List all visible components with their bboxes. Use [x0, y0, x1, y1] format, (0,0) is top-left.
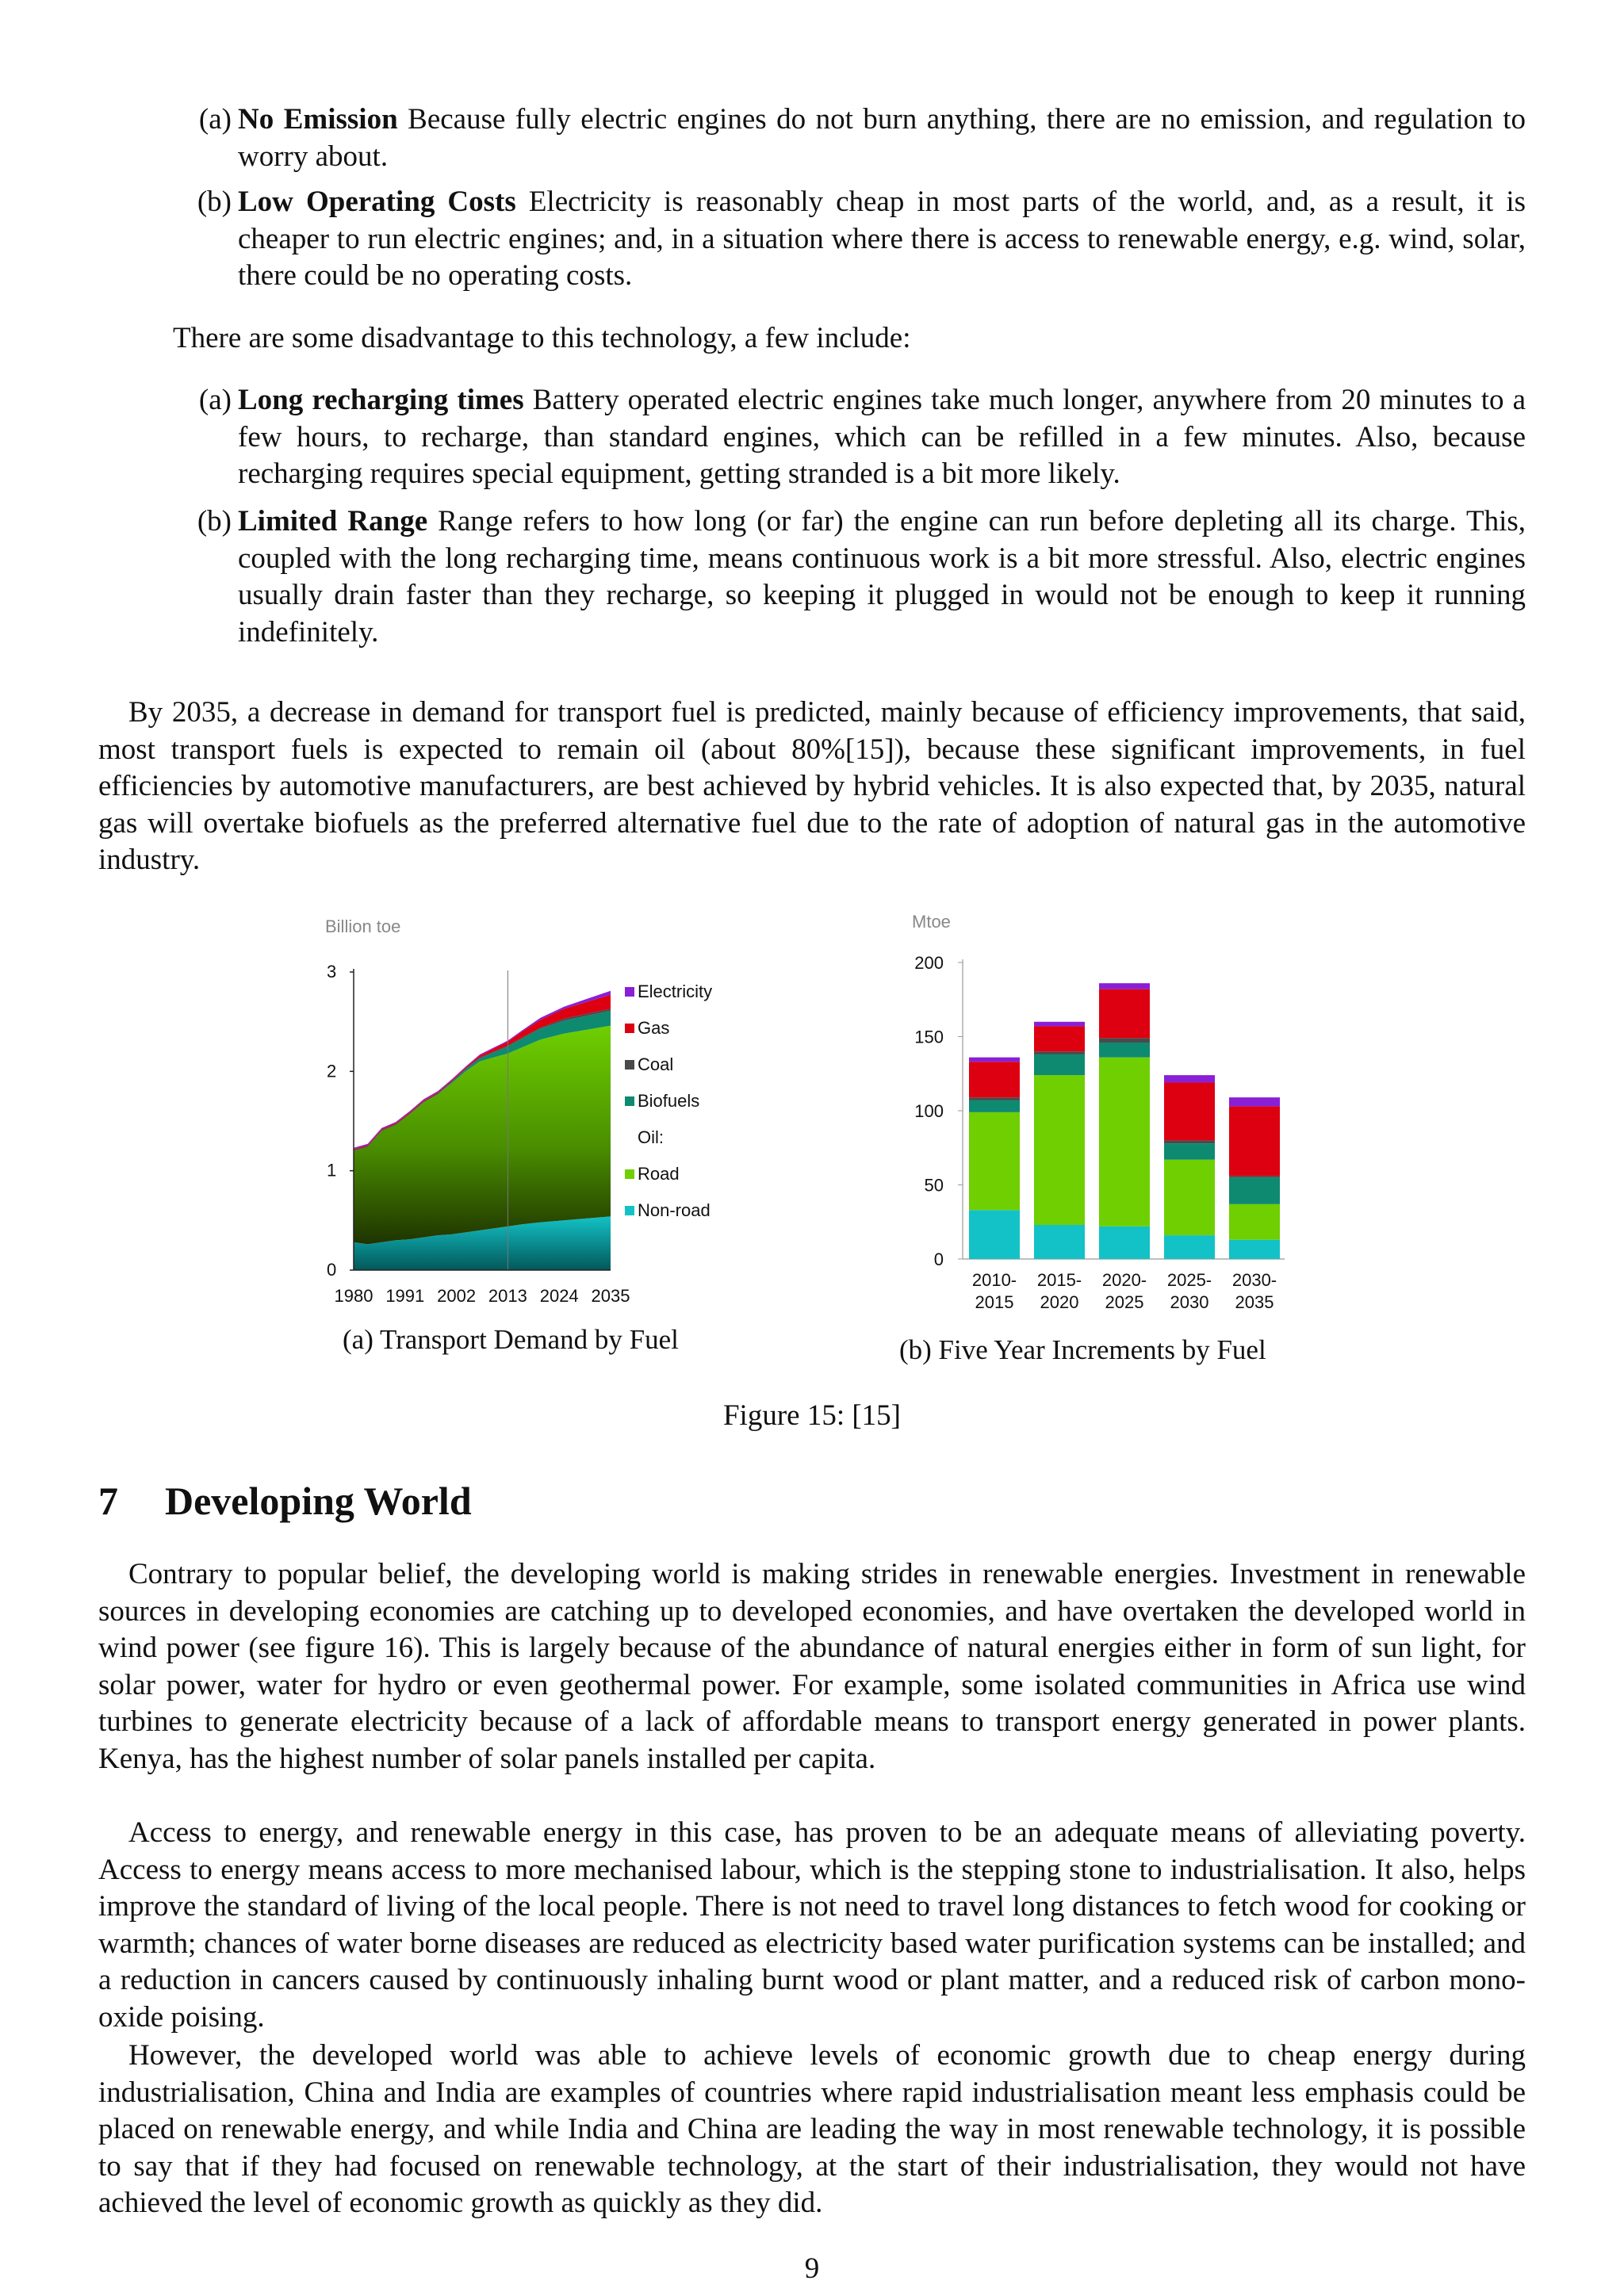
- x-tick-label: 2013: [488, 1286, 527, 1306]
- bar-segment-nonroad: [969, 1210, 1020, 1259]
- legend-label-nonroad: Non-road: [638, 1200, 710, 1220]
- section-number: 7: [98, 1479, 118, 1523]
- x-tick-label: 2015-: [1036, 1270, 1082, 1290]
- y-tick-label: 3: [327, 962, 337, 982]
- item-text: Battery operated electric engines take much longer, anywhere from 20 minutes to a few hours, to recharge, than standard engines, which can be refilled in a few minutes. Also, because recharging requires special equipment, getting stranded is a bit more likely.: [238, 384, 1526, 490]
- item-term: Long recharging times: [238, 384, 524, 416]
- item-term: No Emission: [238, 103, 398, 136]
- y-tick-label: 150: [914, 1027, 944, 1047]
- bar-segment-gas: [1229, 1106, 1280, 1176]
- bar-segment-nonroad: [1099, 1226, 1150, 1259]
- bar-segment-road: [1164, 1160, 1215, 1235]
- bar-segment-electricity: [1164, 1075, 1215, 1082]
- item-text: Range refers to how long (or far) the engine can run before depleting all its charge. This, coupled with the long recharging time, means continuous work is a bit more stressful. Also, electric engines usually drain faster than they recharge, so keeping it plugged in would not be enough to keep it running indefinitely.: [238, 505, 1526, 649]
- item-term: Limited Range: [238, 505, 428, 538]
- y-tick-label: 2: [327, 1061, 337, 1081]
- legend-label-biofuels: Biofuels: [638, 1091, 700, 1111]
- advantage-item: [198, 101, 1526, 175]
- bar-segment-electricity: [969, 1058, 1020, 1062]
- x-tick-label: 2020: [1040, 1292, 1079, 1312]
- y-tick-label: 0: [933, 1249, 944, 1269]
- y-tick-label: 200: [914, 953, 944, 973]
- x-tick-label: 2025: [1105, 1292, 1144, 1312]
- disadvantage-item: [198, 382, 1526, 493]
- bar-segment-coal: [1164, 1140, 1215, 1143]
- bar-segment-coal: [1099, 1038, 1150, 1043]
- page-number: 9: [804, 2252, 820, 2285]
- paragraph: However, the developed world was able to achieve levels of economic growth due to cheap energy during industrialisation, China and India are examples of countries where rapid industrialisation meant less emphasis could be placed on renewable energy, and while India and China are leading the way in most renewable technology, it is possible to say that if they had focused on renewable technology, at the start of their industrialisation, they would not have achieved the level of economic growth as quickly as they did.: [98, 2039, 1526, 2219]
- x-tick-label: 2030: [1170, 1292, 1209, 1312]
- y-axis-label: Mtoe: [912, 912, 951, 932]
- bar-segment-electricity: [1099, 983, 1150, 989]
- legend-swatch-gas: [625, 1024, 634, 1033]
- x-tick-label: 1991: [385, 1286, 425, 1306]
- x-tick-label: 2025-: [1166, 1270, 1212, 1290]
- bar-segment-biofuels: [1034, 1054, 1085, 1075]
- legend-swatch-electricity: [625, 987, 634, 997]
- y-tick-label: 0: [327, 1260, 337, 1280]
- y-tick-label: 1: [327, 1160, 337, 1181]
- legend-swatch-road: [625, 1169, 634, 1179]
- bar-segment-nonroad: [1164, 1235, 1215, 1259]
- legend-label-coal: Coal: [638, 1054, 674, 1074]
- subcaption-a: (a) Transport Demand by Fuel: [343, 1324, 679, 1355]
- bar-segment-biofuels: [1164, 1143, 1215, 1160]
- item-text: Because fully electric engines do not burn anything, there are no emission, and regulation to worry about.: [238, 103, 1526, 173]
- x-tick-label: 2002: [437, 1286, 477, 1306]
- item-term: Low Operating Costs: [238, 186, 516, 218]
- bar-segment-biofuels: [969, 1100, 1020, 1112]
- x-tick-label: 2035: [591, 1286, 630, 1306]
- paragraph-2035: By 2035, a decrease in demand for transport fuel is predicted, mainly because of efficiency improvements, that said, most transport fuels is expected to remain oil (about 80%[15]), because these significant improvements, in fuel efficiencies by automotive manufacturers, are best achieved by hybrid vehicles. It is also expected that, by 2035, natural gas will overtake biofuels as the preferred alternative fuel due to the rate of adoption of natural gas in the automotive industry.: [98, 696, 1526, 876]
- legend-swatch-coal: [625, 1060, 634, 1070]
- x-tick-label: 1980: [334, 1286, 373, 1306]
- bar-segment-electricity: [1034, 1022, 1085, 1027]
- item-text: Electricity is reasonably cheap in most parts of the world, and, as a result, it is cheaper to run electric engines; and, in a situation where there is access to renewable energy, e.g. wind, solar, there could be no operating costs.: [238, 186, 1526, 292]
- x-tick-label: 2035: [1235, 1292, 1274, 1312]
- y-tick-label: 100: [914, 1101, 944, 1121]
- bar-segment-road: [1099, 1058, 1150, 1226]
- bar-segment-gas: [1164, 1082, 1215, 1140]
- section-title: Developing World: [165, 1479, 472, 1523]
- x-tick-label: 2024: [539, 1286, 579, 1306]
- paragraph: Access to energy, and renewable energy in this case, has proven to be an adequate means of alleviating poverty. Access to energy means access to more mechanised labour, which is the stepping stone to industrialisation. It also, helps improve the standard of living of the local people. There is not need to travel long distances to fetch wood for cooking or warmth; chances of water borne diseases are reduced as electricity based water purification systems can be installed; and a reduction in cancers caused by continuously inhaling burnt wood or plant matter, and a reduced risk of carbon mono-oxide poising.: [98, 1816, 1526, 2034]
- item-label: (b): [197, 505, 232, 538]
- bar-segment-road: [969, 1112, 1020, 1210]
- bar-segment-road: [1034, 1075, 1085, 1225]
- legend-swatch-nonroad: [625, 1206, 634, 1215]
- y-axis-label: Billion toe: [325, 916, 401, 936]
- x-tick-label: 2030-: [1231, 1270, 1277, 1290]
- paragraph: Contrary to popular belief, the developing world is making strides in renewable energies. Investment in renewable sources in developing economies are catching up to developed economies, and have overtaken the developed world in wind power (see figure 16). This is largely because of the abundance of natural energies either in form of sun light, for solar power, water for hydro or even geothermal power. For example, some isolated communities in Africa use wind turbines to generate electricity because of a lack of affordable means to transport energy generated in power plants. Kenya, has the highest number of solar panels installed per capita.: [98, 1558, 1526, 1775]
- disadvantages-intro: There are some disadvantage to this technology, a few include:: [173, 322, 911, 354]
- legend-label-electricity: Electricity: [638, 982, 713, 1001]
- item-label: (a): [198, 103, 232, 136]
- figure-caption: Figure 15: [15]: [722, 1399, 902, 1432]
- y-tick-label: 50: [924, 1175, 944, 1196]
- transport-demand-chart: [309, 904, 753, 1316]
- bar-segment-road: [1229, 1204, 1280, 1240]
- bar-segment-gas: [1034, 1026, 1085, 1051]
- legend-label-gas: Gas: [638, 1018, 670, 1038]
- section-heading: [98, 1478, 472, 1524]
- bar-segment-coal: [969, 1097, 1020, 1100]
- five-year-increments-chart: [896, 904, 1308, 1332]
- legend-label-oil_header: Oil:: [638, 1127, 664, 1147]
- bar-segment-gas: [969, 1062, 1020, 1097]
- x-tick-label: 2015: [975, 1292, 1014, 1312]
- disadvantage-item: [197, 503, 1526, 651]
- advantage-item: [197, 184, 1526, 295]
- bar-segment-coal: [1034, 1051, 1085, 1054]
- item-label: (a): [198, 384, 232, 416]
- subcaption-b: (b) Five Year Increments by Fuel: [899, 1334, 1266, 1365]
- bar-segment-coal: [1229, 1176, 1280, 1177]
- bar-segment-biofuels: [1099, 1043, 1150, 1058]
- x-tick-label: 2010-: [971, 1270, 1017, 1290]
- item-label: (b): [197, 186, 232, 218]
- bar-segment-electricity: [1229, 1097, 1280, 1106]
- legend-swatch-biofuels: [625, 1096, 634, 1106]
- bar-segment-nonroad: [1229, 1240, 1280, 1259]
- x-tick-label: 2020-: [1101, 1270, 1147, 1290]
- bar-segment-biofuels: [1229, 1177, 1280, 1204]
- legend-label-road: Road: [638, 1164, 680, 1184]
- bar-segment-nonroad: [1034, 1225, 1085, 1259]
- bar-segment-gas: [1099, 989, 1150, 1039]
